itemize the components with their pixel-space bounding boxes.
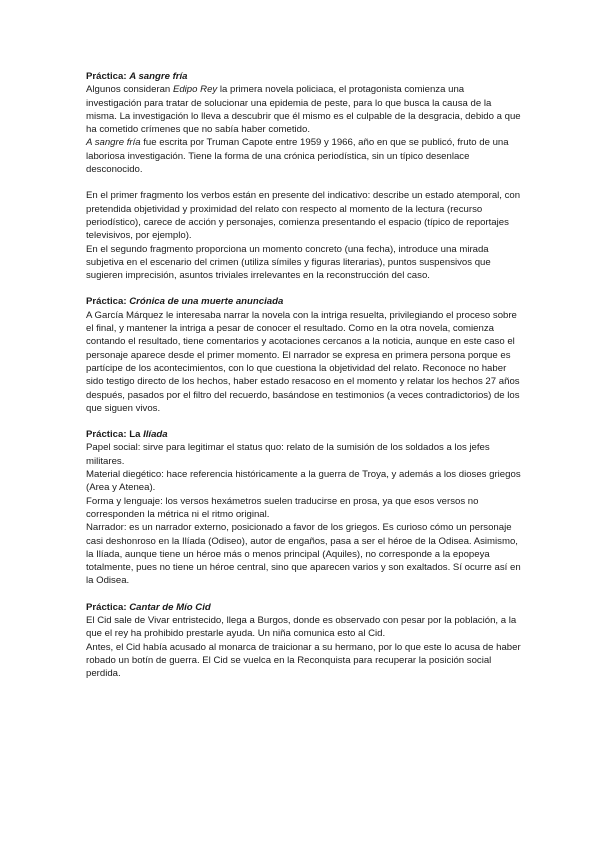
paragraph — [86, 83, 522, 136]
paragraph-text: la primera novela policiaca, el protagonista comienza una investigación para tratar de solucionar una epidemia de peste, para lo que busca la causa de la misma. La investigación lo lleva a descubrir que él mismo es el culpable de la desgracia, debido a que ha cometido crímenes que no sabía haber cometido. — [86, 84, 521, 136]
section-cronica-muerte-anunciada — [86, 295, 522, 415]
heading-work-title: Cantar de Mío Cid — [129, 601, 211, 613]
section-cantar-mio-cid — [86, 601, 522, 681]
paragraph: El Cid sale de Vivar entristecido, llega a Burgos, donde es observado con pesar por la población, a la que el rey ha prohibido prestarle ayuda. Un niña comunica esto al Cid. — [86, 614, 517, 640]
blank-line — [86, 176, 522, 189]
work-title-italic: Edipo Rey — [172, 84, 218, 96]
heading-prefix: Práctica: — [86, 71, 130, 82]
paragraph: A García Márquez le interesaba narrar la novela con la intriga resuelta, privilegiando el proceso sobre el final, y mantener la intriga a pesar de conocer el resultado. Como en la otra novela, comienza contando el resultado, tiene comentarios y acotaciones cercanos a la noticia, aunque en este caso el personaje aparece desde el primer momento. El narrador se expresa en primera persona porque es partícipe de los acontecimientos, con lo que cuestiona la objetividad del relato. Reconoce no haber sido testigo directo de los hechos, haber estado resacoso en el momento y relatar los hechos 27 años después, pasados por el filtro del recuerdo, basándose en testimonios (a veces contradictorios) de los que siguen vivos. — [86, 309, 520, 414]
heading-work-title: Ilíada — [143, 429, 168, 441]
paragraph: Papel social: sirve para legitimar el status quo: relato de la sumisión de los soldados a los jefes militares. — [86, 442, 490, 467]
heading-prefix: Práctica: — [86, 296, 130, 308]
heading-work-title: A sangre fría — [129, 71, 188, 82]
paragraph-text: fue escrita por Truman Capote entre 1959 y 1966, año en que se publicó, fruto de una laboriosa investigación. Tiene la forma de una crónica periodística, sin un típico desenlace desconocido. — [86, 137, 509, 176]
paragraph: Material diegético: hace referencia históricamente a la guerra de Troya, y además a los dioses griegos (Area y Atenea). — [86, 469, 521, 494]
paragraph: Antes, el Cid había acusado al monarca de traicionar a su hermano, por lo que este lo acusa de haber robado un botín de guerra. El Cid se vuelca en la Reconquista para recuperar la posición social perdida. — [86, 641, 521, 680]
heading-prefix: Práctica: — [86, 601, 130, 613]
section-heading — [86, 295, 522, 308]
heading-prefix: Práctica: — [86, 429, 130, 441]
section-iliada — [86, 428, 522, 588]
paragraph: En el primer fragmento los verbos están en presente del indicativo: describe un estado atemporal, con pretendida objetividad y proximidad del relato con respecto al momento de la lectura (recurso periodístico), carece de acción y personajes, comienza presentando el espacio (típico de reportajes televisivos, por ejemplo). — [86, 190, 521, 242]
section-heading — [86, 601, 522, 614]
paragraph: Narrador: es un narrador externo, posicionado a favor de los griegos. Es curioso cómo un personaje casi deshonroso en la Ilíada (Odiseo), autor de engaños, pasa a ser el héroe de la Odisea. Asimismo, la Ilíada, aunque tiene un héroe más o menos principal (Aquiles), no corresponde a la epopeya totalmente, pues no tiene un héroe central, sino que aparecen varios y son exaltados. Sí ocurre así en la Odisea. — [86, 522, 521, 587]
paragraph-text: Algunos consideran — [86, 84, 173, 96]
paragraph: Forma y lenguaje: los versos hexámetros suelen traducirse en prosa, ya que esos versos no corresponden la métrica ni el ritmo original. — [86, 495, 479, 520]
paragraph: En el segundo fragmento proporciona un momento concreto (una fecha), introduce una mirada subjetiva en el escenario del crimen (utiliza símiles y figuras literarias), puntos suspensivos que sugieren imprecisión, asuntos triviales irrelevantes en la reconstrucción del caso. — [86, 243, 491, 282]
paragraph — [86, 136, 522, 176]
heading-work-title: Crónica de una muerte anunciada — [129, 296, 284, 308]
section-heading — [86, 428, 522, 441]
section-a-sangre-fria — [86, 70, 522, 282]
work-title-italic: A sangre fría — [86, 137, 141, 149]
document-page — [86, 70, 522, 680]
heading-article: La — [129, 429, 144, 441]
section-heading — [86, 70, 522, 83]
